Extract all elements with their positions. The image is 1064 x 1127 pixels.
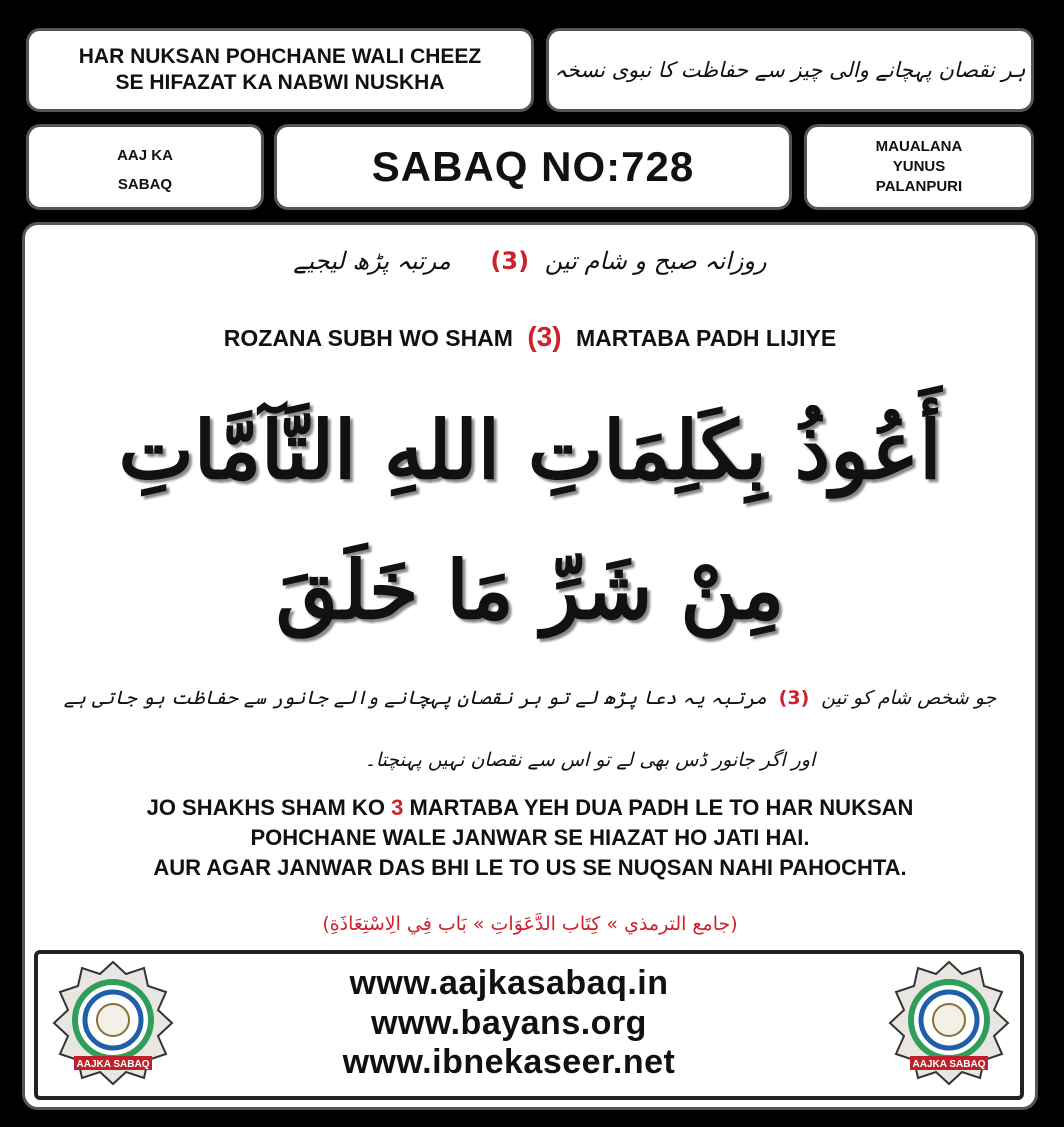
instruction-urdu-count: (3)	[490, 247, 530, 275]
title-ur-box	[546, 28, 1034, 112]
title-en-box	[26, 28, 534, 112]
svg-text:AAJKA SABAQ: AAJKA SABAQ	[76, 1059, 150, 1070]
instruction-urdu	[25, 247, 1035, 275]
virtue-urdu-after: مرتبہ یہ دعا پڑھ لے تو ہر نقصان پہچانے والے جانور سے حفاظت ہو جاتی ہے	[63, 687, 767, 709]
url-bayans[interactable]: www.bayans.org	[371, 1004, 647, 1042]
svg-text:AAJKA SABAQ: AAJKA SABAQ	[912, 1059, 986, 1070]
virtue-urdu-before: جو شخص شام کو تین	[821, 687, 997, 709]
virtue-en-line2: POHCHANE WALE JANWAR SE HIAZAT HO JATI HAI.	[250, 825, 810, 850]
virtue-urdu-line2: اور اگر جانور ڈس بھی لے تو اس سے نقصان نہیں پہنچتا۔	[364, 749, 816, 771]
virtue-urdu-line1	[25, 687, 1035, 709]
footer-box	[34, 950, 1024, 1100]
dua-line2: مِنْ شَرِّ مَا خَلَقَ	[275, 543, 785, 637]
sabaq-number-box	[274, 124, 792, 210]
author-box	[804, 124, 1034, 210]
title-en-line2: SE HIFAZAT KA NABWI NUSKHA	[115, 71, 445, 94]
author-line2: YUNUS	[892, 158, 946, 175]
virtue-en-count: 3	[391, 795, 404, 820]
virtue-en-after: MARTABA YEH DUA PADH LE TO HAR NUKSAN	[409, 795, 914, 820]
dua-line1: أَعُوذُ بِكَلِمَاتِ اللهِ التَّآمَّاتِ	[118, 403, 942, 497]
aaj-ka-sabaq-box	[26, 124, 264, 210]
author-line3: PALANPURI	[875, 178, 963, 195]
url-aajkasabaq[interactable]: www.aajkasabaq.in	[349, 964, 669, 1002]
sabaq-number: SABAQ NO:728	[371, 143, 695, 190]
aajka-sabaq-logo-left	[52, 960, 174, 1086]
title-en-line1: HAR NUKSAN POHCHANE WALI CHEEZ	[78, 45, 482, 68]
virtue-en-before: JO SHAKHS SHAM KO	[146, 795, 385, 820]
sabaq-label: SABAQ	[117, 176, 173, 193]
aaj-ka-label: AAJ KA	[117, 147, 173, 164]
url-ibnekaseer[interactable]: www.ibnekaseer.net	[342, 1043, 676, 1081]
instruction-en	[25, 321, 1035, 353]
instruction-en-before: ROZANA SUBH WO SHAM	[223, 325, 513, 351]
virtue-en-line1	[25, 795, 1035, 821]
instruction-en-after: MARTABA PADH LIJIYE	[575, 325, 837, 351]
author-line1: MAUALANA	[875, 138, 963, 155]
instruction-en-count: (3)	[527, 321, 562, 352]
title-ur: ہر نقصان پہچانے والی چیز سے حفاظت کا نبوی نسخہ	[554, 58, 1026, 82]
instruction-urdu-before: روزانہ صبح و شام تین	[544, 247, 767, 275]
instruction-urdu-after: مرتبہ پڑھ لیجیے	[293, 247, 451, 275]
virtue-en-line3: AUR AGAR JANWAR DAS BHI LE TO US SE NUQSAN NAHI PAHOCHTA.	[153, 855, 907, 880]
virtue-urdu-count: (3)	[778, 687, 810, 709]
aajka-sabaq-logo-right	[888, 960, 1010, 1086]
hadith-reference: (جامع الترمذي » كِتَاب الدَّعَوَاتِ » بَاب فِي الِاسْتِعَاذَةِ)	[322, 913, 738, 935]
